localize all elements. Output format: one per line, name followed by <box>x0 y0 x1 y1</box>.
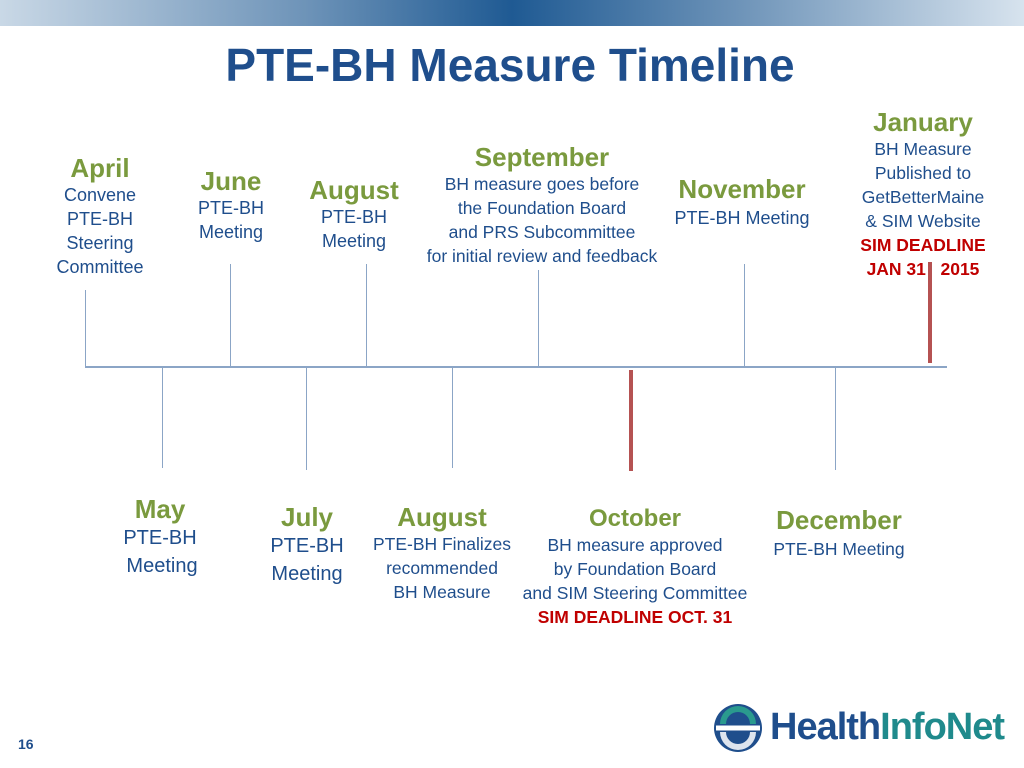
healthinfonet-logo-text: HealthInfoNet <box>770 706 1005 748</box>
event-january: January BH Measure Published to GetBetterMaine & SIM Website SIM DEADLINE JAN 31 2015 <box>848 107 998 281</box>
event-may: May PTE-BH Meeting <box>102 494 218 580</box>
tick-july <box>306 367 307 470</box>
event-october: October BH measure approved by Foundation Board and SIM Steering Committee SIM DEADLINE OCT. 31 <box>500 505 770 629</box>
event-month: August <box>397 502 487 532</box>
tick-june <box>230 264 231 367</box>
tick-august-bottom <box>452 367 453 468</box>
deadline-marker-october <box>629 370 633 471</box>
tick-december <box>835 367 836 470</box>
deadline-label: SIM DEADLINE <box>860 235 986 255</box>
tick-september <box>538 270 539 367</box>
deadline-date: JAN 31 2015 <box>866 259 980 279</box>
event-month: May <box>134 494 186 524</box>
event-month: July <box>280 502 334 532</box>
tick-august-top <box>366 264 367 367</box>
tick-november <box>744 264 745 367</box>
event-december: December PTE-BH Meeting <box>755 505 923 563</box>
event-june: June PTE-BH Meeting <box>176 166 286 244</box>
healthinfonet-logo <box>712 702 1005 754</box>
event-august-top: August PTE-BH Meeting <box>294 175 414 253</box>
event-month: January <box>873 107 973 137</box>
deadline-label: SIM DEADLINE OCT. 31 <box>537 607 733 627</box>
event-month: November <box>678 174 806 204</box>
healthinfonet-logo-icon <box>712 702 764 754</box>
event-august-bottom: August PTE-BH Finalizes recommended BH Measure <box>354 502 530 604</box>
event-month: September <box>474 142 610 172</box>
page-number: 16 <box>18 736 34 752</box>
event-month: June <box>200 166 262 196</box>
event-month: December <box>776 505 902 535</box>
event-november: November PTE-BH Meeting <box>660 174 824 232</box>
event-september: September BH measure goes before the Foundation Board and PRS Subcommittee for initial review and feedback <box>402 142 682 268</box>
tick-april <box>85 290 86 367</box>
timeline-axis <box>85 366 947 368</box>
event-month: October <box>588 505 681 532</box>
event-month: August <box>309 175 399 205</box>
tick-may <box>162 367 163 468</box>
event-month: April <box>70 153 130 183</box>
event-april: April Convene PTE-BH Steering Committee <box>40 153 160 279</box>
event-july: July PTE-BH Meeting <box>254 502 360 588</box>
header-gradient-bar <box>0 0 1024 26</box>
page-title: PTE-BH Measure Timeline <box>225 39 795 91</box>
